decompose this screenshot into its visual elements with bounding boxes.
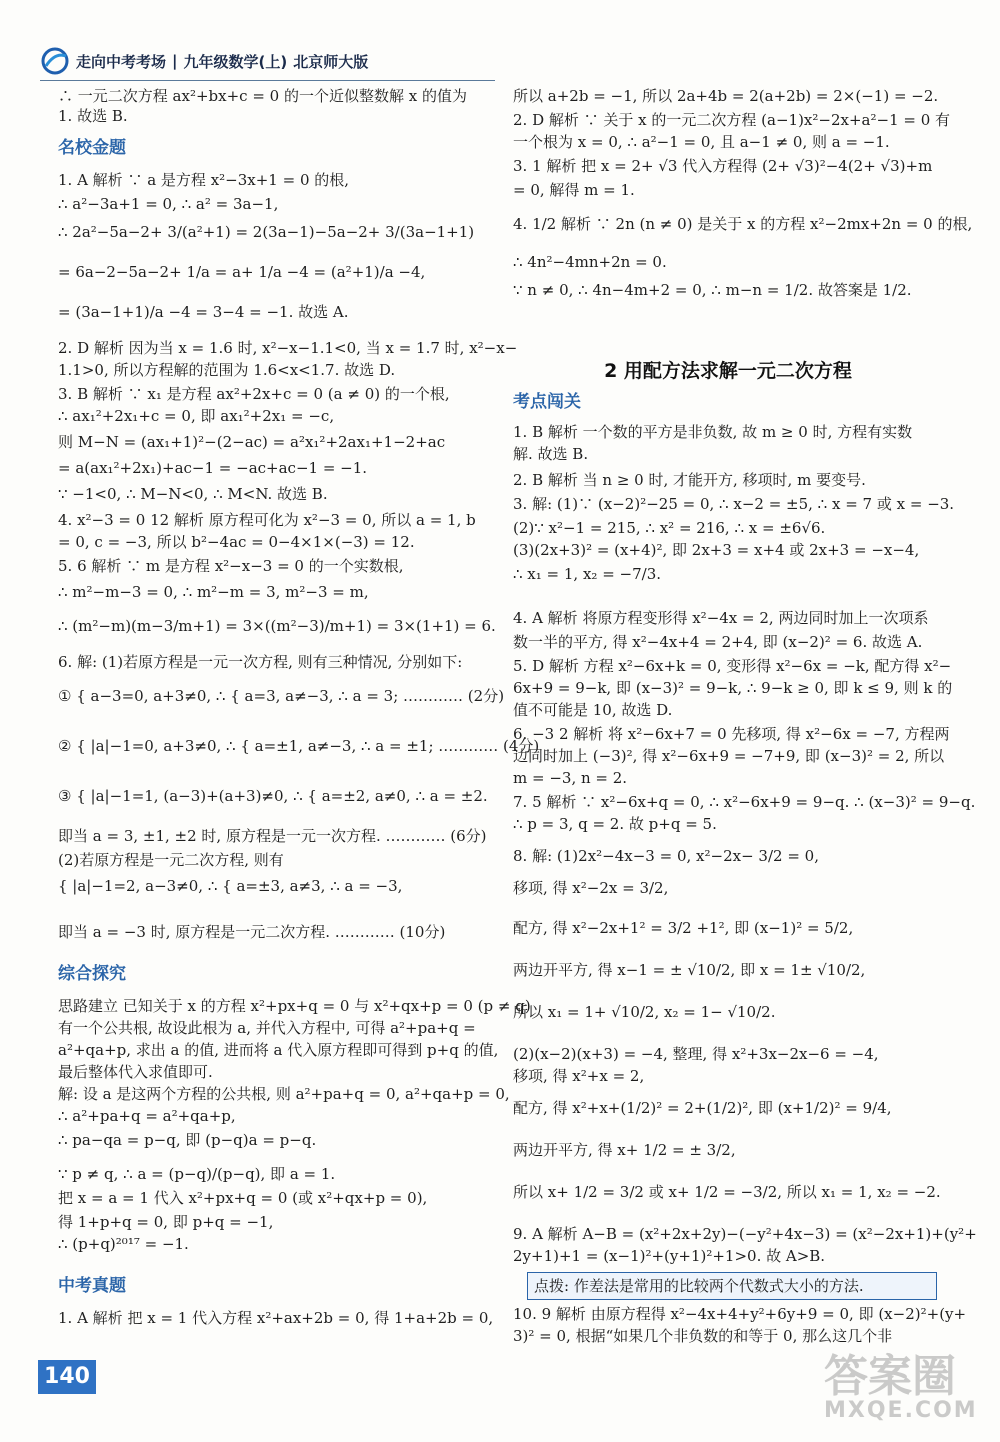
text-line: 值不可能是 10, 故选 D. — [513, 701, 673, 719]
text-line: = 0, c = −3, 所以 b²−4ac = 0−4×1×(−3) = 12. — [58, 533, 415, 551]
text-line: 配方, 得 x²+x+(1/2)² = 2+(1/2)², 即 (x+1/2)² = 9/4, — [513, 1099, 892, 1117]
text-line: ∴ (m²−m)(m−3/m+1) = 3×((m²−3)/m+1) = 3×(1+1) = 6. — [58, 617, 496, 635]
book-subtitle: 九年级数学(上) — [183, 52, 288, 71]
text-line: ① { a−3=0, a+3≠0, ∴ { a=3, a≠−3, ∴ a = 3; ………… (2分) — [58, 687, 505, 705]
text-line: { |a|−1=2, a−3≠0, ∴ { a=±3, a≠3, ∴ a = −3, — [58, 877, 403, 895]
text-line: 1.1>0, 所以方程解的范围为 1.6<x<1.7. 故选 D. — [58, 361, 396, 379]
text-line: 4. 1/2 解析 ∵ 2n (n ≠ 0) 是关于 x 的方程 x²−2mx+2n = 0 的根, — [513, 215, 973, 233]
text-line: 2. B 解析 当 n ≥ 0 时, 才能开方, 移项时, m 要变号. — [513, 471, 866, 489]
tip-text: 点拨: 作差法是常用的比较两个代数式大小的方法. — [534, 1277, 864, 1295]
text-line: (3)(2x+3)² = (x+4)², 即 2x+3 = x+4 或 2x+3 = −x−4, — [513, 541, 920, 559]
section-heading: 名校金题 — [58, 138, 126, 158]
text-line: ∴ 2a²−5a−2+ 3/(a²+1) = 2(3a−1)−5a−2+ 3/(3a−1+1) — [58, 223, 475, 241]
text-line: 一个根为 x = 0, ∴ a²−1 = 0, 且 a−1 ≠ 0, 则 a = −1. — [513, 133, 890, 151]
text-line: 所以 a+2b = −1, 所以 2a+4b = 2(a+2b) = 2×(−1) = −2. — [513, 87, 939, 105]
text-line: ∵ p ≠ q, ∴ a = (p−q)/(p−q), 即 a = 1. — [58, 1165, 336, 1183]
text-line: 解: 设 a 是这两个方程的公共根, 则 a²+pa+q = 0, a²+qa+p = 0, — [58, 1085, 510, 1103]
text-line: 8. 解: (1)2x²−4x−3 = 0, x²−2x− 3/2 = 0, — [513, 847, 819, 865]
text-line: 9. A 解析 A−B = (x²+2x+2y)−(−y²+4x−3) = (x²−2x+1)+(y²+ — [513, 1225, 977, 1243]
text-line: ∴ 一元二次方程 ax²+bx+c = 0 的一个近似整数解 x 的值为 — [58, 87, 467, 105]
watermark-logo-text: 答案圈 — [824, 1351, 956, 1402]
text-line: 则 M−N = (ax₁+1)²−(2−ac) = a²x₁²+2ax₁+1−2+ac — [58, 433, 446, 451]
text-line: 3. B 解析 ∵ x₁ 是方程 ax²+2x+c = 0 (a ≠ 0) 的一个根, — [58, 385, 450, 403]
text-line: 把 x = a = 1 代入 x²+px+q = 0 (或 x²+qx+p = 0), — [58, 1189, 428, 1207]
text-line: 边同时加上 (−3)², 得 x²−6x+9 = −7+9, 即 (x−3)² = 2, 所以 — [513, 747, 945, 765]
text-line: ∴ x₁ = 1, x₂ = −7/3. — [513, 565, 662, 583]
text-line: = (3a−1+1)/a −4 = 3−4 = −1. 故选 A. — [58, 303, 349, 321]
text-line: 2. D 解析 ∵ 关于 x 的一元二次方程 (a−1)x²−2x+a²−1 = 0 有 — [513, 111, 951, 129]
text-line: 两边开平方, 得 x+ 1/2 = ± 3/2, — [513, 1141, 736, 1159]
text-line: 3)² = 0, 根据“如果几个非负数的和等于 0, 那么这几个非 — [513, 1327, 893, 1345]
text-line: 得 1+p+q = 0, 即 p+q = −1, — [58, 1213, 274, 1231]
text-line: 所以 x+ 1/2 = 3/2 或 x+ 1/2 = −3/2, 所以 x₁ = 1, x₂ = −2. — [513, 1183, 941, 1201]
text-line: ∴ 4n²−4mn+2n = 0. — [513, 253, 667, 271]
book-edition: 北京师大版 — [293, 52, 369, 71]
text-line: ∴ pa−qa = p−q, 即 (p−q)a = p−q. — [58, 1131, 317, 1149]
header-rule — [40, 80, 495, 81]
text-line: 10. 9 解析 由原方程得 x²−4x+4+y²+6y+9 = 0, 即 (x−2)²+(y+ — [513, 1305, 967, 1323]
text-line: = 6a−2−5a−2+ 1/a = a+ 1/a −4 = (a²+1)/a −4, — [58, 263, 426, 281]
text-line: ② { |a|−1=0, a+3≠0, ∴ { a=±1, a≠−3, ∴ a = ±1; ………… (4分) — [58, 737, 540, 755]
text-line: 最后整体代入求值即可. — [58, 1063, 213, 1081]
text-line: (2)∵ x²−1 = 215, ∴ x² = 216, ∴ x = ±6√6. — [513, 519, 826, 537]
text-line: 5. 6 解析 ∵ m 是方程 x²−x−3 = 0 的一个实数根, — [58, 557, 404, 575]
text-line: ∴ ax₁²+2x₁+c = 0, 即 ax₁²+2x₁ = −c, — [58, 407, 335, 425]
text-line: 即当 a = −3 时, 原方程是一元二次方程. ………… (10分) — [58, 923, 446, 941]
text-line: 6x+9 = 9−k, 即 (x−3)² = 9−k, ∴ 9−k ≥ 0, 即 k ≤ 9, 则 k 的 — [513, 679, 953, 697]
chapter-title: 2 用配方法求解一元二次方程 — [604, 360, 852, 382]
text-line: a²+qa+p, 求出 a 的值, 进而将 a 代入原方程即可得到 p+q 的值, — [58, 1041, 499, 1059]
text-line: 3. 1 解析 把 x = 2+ √3 代入方程得 (2+ √3)²−4(2+ √3)+m — [513, 157, 933, 175]
section-heading: 中考真题 — [58, 1276, 126, 1296]
text-line: 1. 故选 B. — [58, 107, 128, 125]
text-line: ∴ a²+pa+q = a²+qa+p, — [58, 1107, 236, 1125]
text-line: m = −3, n = 2. — [513, 769, 628, 787]
text-line: 所以 x₁ = 1+ √10/2, x₂ = 1− √10/2. — [513, 1003, 776, 1021]
text-line: 4. x²−3 = 0 12 解析 原方程可化为 x²−3 = 0, 所以 a = 1, b — [58, 511, 476, 529]
text-line: ∴ p = 3, q = 2. 故 p+q = 5. — [513, 815, 717, 833]
text-line: ∴ (p+q)²⁰¹⁷ = −1. — [58, 1235, 189, 1253]
text-line: 两边开平方, 得 x−1 = ± √10/2, 即 x = 1± √10/2, — [513, 961, 866, 979]
text-line: 4. A 解析 将原方程变形得 x²−4x = 2, 两边同时加上一次项系 — [513, 609, 929, 627]
text-line: 解. 故选 B. — [513, 445, 589, 463]
watermark — [800, 1340, 995, 1440]
brand-logo-icon — [40, 46, 70, 76]
text-line: 移项, 得 x²−2x = 3/2, — [513, 879, 669, 897]
text-line: 6. −3 2 解析 将 x²−6x+7 = 0 先移项, 得 x²−6x = −7, 方程两 — [513, 725, 950, 743]
text-line: 有一个公共根, 故设此根为 a, 并代入方程中, 可得 a²+pa+q = — [58, 1019, 476, 1037]
text-line: = a(ax₁²+2x₁)+ac−1 = −ac+ac−1 = −1. — [58, 459, 368, 477]
text-line: 1. A 解析 把 x = 1 代入方程 x²+ax+2b = 0, 得 1+a+2b = 0, — [58, 1309, 494, 1327]
text-line: 数一半的平方, 得 x²−4x+4 = 2+4, 即 (x−2)² = 6. 故选 A. — [513, 633, 923, 651]
text-line: 1. A 解析 ∵ a 是方程 x²−3x+1 = 0 的根, — [58, 171, 350, 189]
text-line: = 0, 解得 m = 1. — [513, 181, 635, 199]
tip-box — [527, 1272, 937, 1300]
book-title: 走向中考考场 — [76, 52, 167, 71]
text-line: ∴ a²−3a+1 = 0, ∴ a² = 3a−1, — [58, 195, 279, 213]
text-line: 移项, 得 x²+x = 2, — [513, 1067, 645, 1085]
section-heading: 综合探究 — [58, 964, 126, 984]
text-line: 思路建立 已知关于 x 的方程 x²+px+q = 0 与 x²+qx+p = 0 (p ≠ q) — [58, 997, 531, 1015]
section-heading: 考点闯关 — [513, 392, 581, 412]
text-line: ③ { |a|−1=1, (a−3)+(a+3)≠0, ∴ { a=±2, a≠0, ∴ a = ±2. — [58, 787, 488, 805]
watermark-url: MXQE.COM — [824, 1398, 978, 1423]
text-line: 3. 解: (1)∵ (x−2)²−25 = 0, ∴ x−2 = ±5, ∴ x = 7 或 x = −3. — [513, 495, 955, 513]
text-line: ∵ −1<0, ∴ M−N<0, ∴ M<N. 故选 B. — [58, 485, 328, 503]
text-line: ∴ m²−m−3 = 0, ∴ m²−m = 3, m²−3 = m, — [58, 583, 369, 601]
text-line: 6. 解: (1)若原方程是一元一次方程, 则有三种情况, 分别如下: — [58, 653, 463, 671]
page-header — [40, 46, 500, 76]
text-line: (2)若原方程是一元二次方程, 则有 — [58, 851, 284, 869]
text-line: 2. D 解析 因为当 x = 1.6 时, x²−x−1.1<0, 当 x = 1.7 时, x²−x− — [58, 339, 518, 357]
text-line: 5. D 解析 方程 x²−6x+k = 0, 变形得 x²−6x = −k, 配方得 x²− — [513, 657, 952, 675]
text-line: 即当 a = 3, ±1, ±2 时, 原方程是一元一次方程. ………… (6分) — [58, 827, 487, 845]
text-line: ∵ n ≠ 0, ∴ 4n−4m+2 = 0, ∴ m−n = 1/2. 故答案是 1/2. — [513, 281, 912, 299]
header-separator: | — [172, 52, 178, 70]
text-line: 2y+1)+1 = (x−1)²+(y+1)²+1>0. 故 A>B. — [513, 1247, 826, 1265]
text-line: 配方, 得 x²−2x+1² = 3/2 +1², 即 (x−1)² = 5/2, — [513, 919, 854, 937]
page-number: 140 — [38, 1360, 96, 1394]
text-line: 1. B 解析 一个数的平方是非负数, 故 m ≥ 0 时, 方程有实数 — [513, 423, 913, 441]
text-line: (2)(x−2)(x+3) = −4, 整理, 得 x²+3x−2x−6 = −4, — [513, 1045, 879, 1063]
text-line: 7. 5 解析 ∵ x²−6x+q = 0, ∴ x²−6x+9 = 9−q. ∴ (x−3)² = 9−q. — [513, 793, 976, 811]
